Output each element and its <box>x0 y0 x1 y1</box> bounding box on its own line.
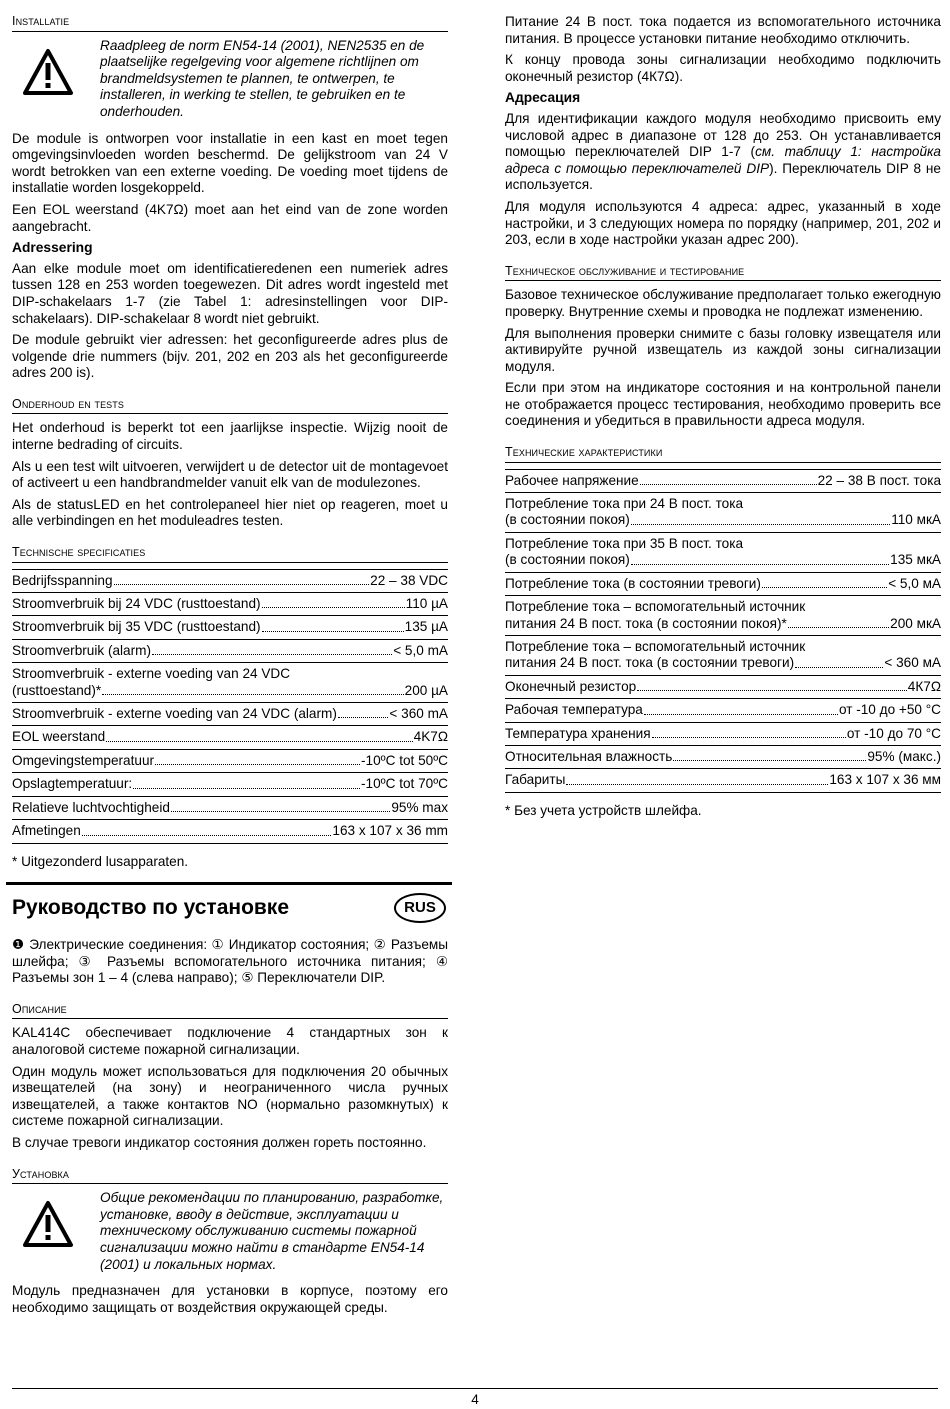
warning-triangle-icon <box>12 38 100 101</box>
subheading-adresacia: Адресация <box>505 90 581 106</box>
spec-row: Потребление тока – вспомогательный источник питания 24 В пост. тока (в состоянии покоя)* 200 мкА <box>505 596 941 636</box>
warning-text-nl: Raadpleeg de norm EN54-14 (2001), NEN2535 en de plaatselijke regelgeving voor algemene richtlijnen om brandmeldsystemen te plannen, te ontwerpen, te installeren, in werking te stellen, te gebruiken en te onderhouden. <box>100 37 425 119</box>
warning-block-ru <box>12 1190 448 1273</box>
rus-section-title: Руководство по установке <box>12 896 289 920</box>
warning-block-nl <box>12 38 448 121</box>
paragraph: De module gebruikt vier adressen: het geconfigureerde adres plus de volgende drie nummers (bijv. 201, 202 en 203 als het geconfigureerde adres 200 is). <box>12 332 448 381</box>
spec-row: Afmetingen 163 x 107 x 36 mm <box>12 820 448 843</box>
warning-triangle-icon <box>12 1190 100 1253</box>
spec-footnote-nl: * Uitgezonderd lusapparaten. <box>12 853 189 869</box>
section-heading-ustanovka: Установка <box>12 1166 448 1185</box>
paragraph: Als de statusLED en het controlepaneel hier niet op reageren, moet u alle verbindingen en het moduleadres testen. <box>12 496 448 529</box>
spec-row: Потребление тока при 35 В пост. тока (в состоянии покоя) 135 мкА <box>505 533 941 573</box>
paragraph: Als u een test wilt uitvoeren, verwijdert u de detector uit de montagevoet of activeert u een handbrandmelder vanuit elk van de modulezones. <box>12 458 448 491</box>
paragraph: Для выполнения проверки снимите с базы головку извещателя или активируйте ручной извещатель из каждой зоны сигнализации модуля. <box>505 325 941 374</box>
paragraph: К концу провода зоны сигнализации необходимо подключить оконечный резистор (4К7Ω). <box>505 52 941 84</box>
spec-table-ru <box>505 469 941 793</box>
spec-row: Relatieve luchtvochtigheid 95% max <box>12 797 448 820</box>
spec-row: Рабочая температура от -10 до +50 °С <box>505 699 941 722</box>
warning-text-ru: Общие рекомендации по планированию, разработке, установке, вводу в действие, эксплуатации и техническому обслуживанию системы пожарной сигнализации можно найти в стандарте EN54-14 (2001) и локальных нормах. <box>100 1190 444 1272</box>
subheading-adressering: Adressering <box>12 240 93 256</box>
connections-legend: ❶ Электрические соединения: ① Индикатор состояния; ② Разъемы шлейфа; ③ Разъемы вспомогательного источника питания; ④ Разъемы зон 1 – 4 (слева направо); ⑤ Переключатели DIP. <box>12 937 448 986</box>
paragraph: Питание 24 В пост. тока подается из вспомогательного источника питания. В процессе установки питание необходимо отключить. <box>505 14 941 46</box>
spec-row: Потребление тока (в состоянии тревоги) < 5,0 мА <box>505 573 941 596</box>
paragraph: Базовое техническое обслуживание предполагает только ежегодную проверку. Внутренние схемы и проводка не подлежат изменению. <box>505 287 941 319</box>
spec-row: Omgevingstemperatuur -10ºC tot 50ºC <box>12 750 448 773</box>
spec-row: Относительная влажность 95% (макс.) <box>505 746 941 769</box>
paragraph: Для модуля используются 4 адреса: адрес, указанный в ходе настройки, и 3 следующих номера по порядку (например, 201, 202 и 203, если в ходе настройки указан адрес 200). <box>505 198 941 248</box>
spec-row: Stroomverbruik bij 35 VDC (rusttoestand) 135 µA <box>12 616 448 639</box>
section-heading-specs-nl: Technische specificaties <box>12 544 448 563</box>
spec-row: Stroomverbruik - externe voeding van 24 VDC (rusttoestand)* 200 µA <box>12 663 448 703</box>
paragraph: Модуль предназначен для установки в корпусе, поэтому его необходимо защищать от воздействия окружающей среды. <box>12 1283 448 1315</box>
spec-row: Opslagtemperatuur: -10ºC tot 70ºC <box>12 773 448 796</box>
section-heading-onderhoud: Onderhoud en tests <box>12 396 448 415</box>
paragraph: Для идентификации каждого модуля необходимо присвоить ему числовой адрес в диапазоне от 128 до 253. Он устанавливается помощью переключателей DIP 1-7 (см. таблицу 1: настройка адреса с помощью переключателей DIP). Переключатель DIP 8 не используется. <box>505 110 941 193</box>
spec-row: Bedrijfsspanning 22 – 38 VDC <box>12 569 448 593</box>
spec-row: EOL weerstand 4K7Ω <box>12 726 448 749</box>
spec-row: Рабочее напряжение 22 – 38 В пост. тока <box>505 469 941 493</box>
left-column <box>12 0 448 1321</box>
section-heading-opisanie: Описание <box>12 1001 448 1020</box>
section-heading-specs-ru: Технические характеристики <box>505 444 941 463</box>
spec-row: Stroomverbruik (alarm) < 5,0 mA <box>12 640 448 663</box>
right-column <box>505 0 941 824</box>
paragraph: Het onderhoud is beperkt tot een jaarlijkse inspectie. Wijzig nooit de interne bedrading of circuits. <box>12 420 448 453</box>
section-heading-installatie: Installatie <box>12 13 448 32</box>
spec-row: Stroomverbruik - externe voeding van 24 VDC (alarm) < 360 mA <box>12 703 448 726</box>
spec-row: Габариты 163 x 107 x 36 мм <box>505 769 941 792</box>
footer-rule <box>12 1388 938 1389</box>
rus-language-badge: RUS <box>394 893 446 923</box>
paragraph: Если при этом на индикаторе состояния и на контрольной панели не отображается процесс тестирования, необходимо проверить все соединения и убедиться в правильности адреса модуля. <box>505 380 941 429</box>
spec-footnote-ru: * Без учета устройств шлейфа. <box>505 802 702 818</box>
paragraph: De module is ontworpen voor installatie in een kast en moet tegen omgevingsinvloeden worden beschermd. De gelijkstroom van 24 V wordt betrokken van een externe voeding. De voeding moet tijdens de installatie worden losgekoppeld. <box>12 130 448 196</box>
section-heading-to: Техническое обслуживание и тестирование <box>505 263 941 282</box>
spec-row: Потребление тока при 24 В пост. тока (в состоянии покоя) 110 мкА <box>505 493 941 533</box>
page-number: 4 <box>471 1392 479 1407</box>
spec-table-nl <box>12 569 448 844</box>
paragraph: В случае тревоги индикатор состояния должен гореть постоянно. <box>12 1135 427 1151</box>
spec-row: Потребление тока – вспомогательный источник питания 24 В пост. тока (в состоянии тревоги) < 360 мА <box>505 636 941 676</box>
spec-row: Stroomverbruik bij 24 VDC (rusttoestand) 110 µA <box>12 593 448 616</box>
paragraph: Один модуль может использоваться для подключения 20 обычных извещателей (на зону) и неограниченного числа ручных извещателей, а также контактов NO (нормально разомкнутых) к системе пожарной сигнализации. <box>12 1063 448 1129</box>
rus-title-bar <box>6 882 452 923</box>
spec-row: Оконечный резистор 4К7Ω <box>505 676 941 699</box>
paragraph: Een EOL weerstand (4K7Ω) moet aan het eind van de zone worden aangebracht. <box>12 201 448 234</box>
spec-row: Температура хранения от -10 до 70 °С <box>505 723 941 746</box>
paragraph: KAL414C обеспечивает подключение 4 стандартных зон к аналоговой системе пожарной сигнализации. <box>12 1025 448 1058</box>
paragraph: Aan elke module moet om identificatieredenen een numeriek adres tussen 128 en 253 worden toegewezen. Dit adres wordt ingesteld met DIP-schakelaars 1-7 (zie Tabel 1: adresinstellingen voor DIP-schakelaars). DIP-schakelaar 8 wordt niet gebruikt. <box>12 260 448 326</box>
